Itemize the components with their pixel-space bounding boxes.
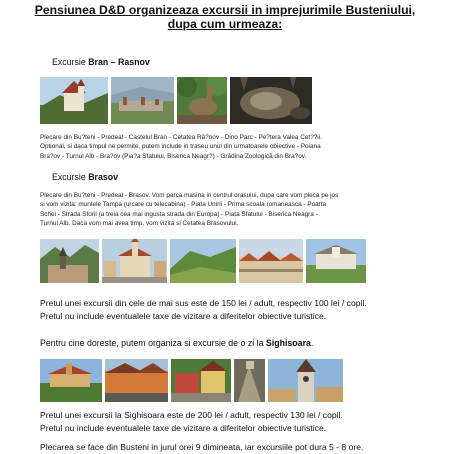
description-line: Turnul Alb. Daca vom mai avea timp, vom vizita si Cetatea Brasovului. [40, 220, 239, 228]
sighisoara-street-photo [105, 359, 168, 402]
price-line: Pretul unei excursii din cele de mai sus este de 150 lei / adult, respectiv 100 lei / copil. [40, 298, 367, 308]
white-tower-photo [306, 239, 366, 283]
page-title: Pensiunea D&D organizeaza excursii in imprejurimile Busteniului, [34, 3, 416, 17]
heading-name: Brasov [88, 172, 119, 182]
heading-name: Bran – Rasnov [88, 57, 150, 67]
section-brasov-description [40, 191, 420, 229]
description-line: Bra?ov - Turnul Alb - Bra?ov (Pia?a Sfatului, Biserica Neagr?) - Grădina Zoologică din Bra?ov. [40, 152, 307, 160]
description-line: si vom vizita: muntele Tampa (urcare cu telecabina) - Piata Unirii - Prima scoala romaneasca - Poarta [40, 201, 327, 209]
tampa-photo [170, 239, 236, 283]
description-line: Plecare din Bu?teni - Predeal - Castelul Bran - Cetatea Râ?nov - Dino Parc - Pe?tera Valea Cet??ii. [40, 134, 322, 141]
price-line: Pretul unei excursii la Sighisoara este de 200 lei / adult, respectiv 130 lei / copil. [40, 410, 343, 420]
council-square-photo [102, 239, 167, 283]
sighisoara-name: Sighisoara [265, 338, 311, 348]
heading-prefix: Excursie [52, 57, 89, 67]
price-info-1 [40, 297, 430, 323]
sighisoara-heading [40, 337, 430, 350]
dino-parc-photo [177, 77, 227, 124]
cave-photo [230, 77, 312, 124]
sighisoara-citadel-photo [40, 359, 102, 402]
section-heading-bran [52, 57, 150, 68]
sighisoara-end: . [310, 338, 314, 348]
price-line: Pretul nu include eventualele taxe de vizitare a diferitelor obiective turistice. [40, 423, 327, 433]
departure-info: Plecarea se face din Busteni in jurul orei 9 dimineata, iar excursiile pot dura 5 - 8 ore. [40, 442, 364, 452]
section-heading-brasov [52, 172, 118, 183]
sighisoara-square-photo [171, 359, 231, 402]
brasov-panorama-photo [40, 239, 99, 283]
description-line: Plecare din Bu?teni - Predeal - Brasov. Vom parca masina in centrul orasului, dupa care vom pleca pe jos [40, 192, 339, 199]
clock-tower-photo [268, 359, 343, 402]
bran-castle-photo [40, 77, 108, 124]
city-roofs-photo [239, 239, 303, 283]
heading-prefix: Excursie [52, 172, 89, 182]
sighisoara-intro: Pentru cine doreste, putem organiza si excursie de o zi la [40, 338, 266, 348]
sighisoara-stairs-photo [234, 359, 265, 402]
section-bran-description [40, 133, 420, 161]
description-line: Optional, si daca timpul ne permite, putem include in traseu unul din urmatoarele obiective - Poiana [40, 143, 321, 151]
price-line: Pretul nu include eventualele taxe de vizitare a diferitelor obiective turistice. [40, 311, 327, 321]
description-line: Schei - Strada Sforii (a treia cea mai ingusta strada din Europa) - Piata Sfatului - Biserica Neagra - [40, 210, 318, 218]
rasnov-fortress-photo [111, 77, 174, 124]
page-subtitle: dupa cum urmeaza: [167, 17, 283, 31]
price-info-2 [40, 409, 430, 435]
